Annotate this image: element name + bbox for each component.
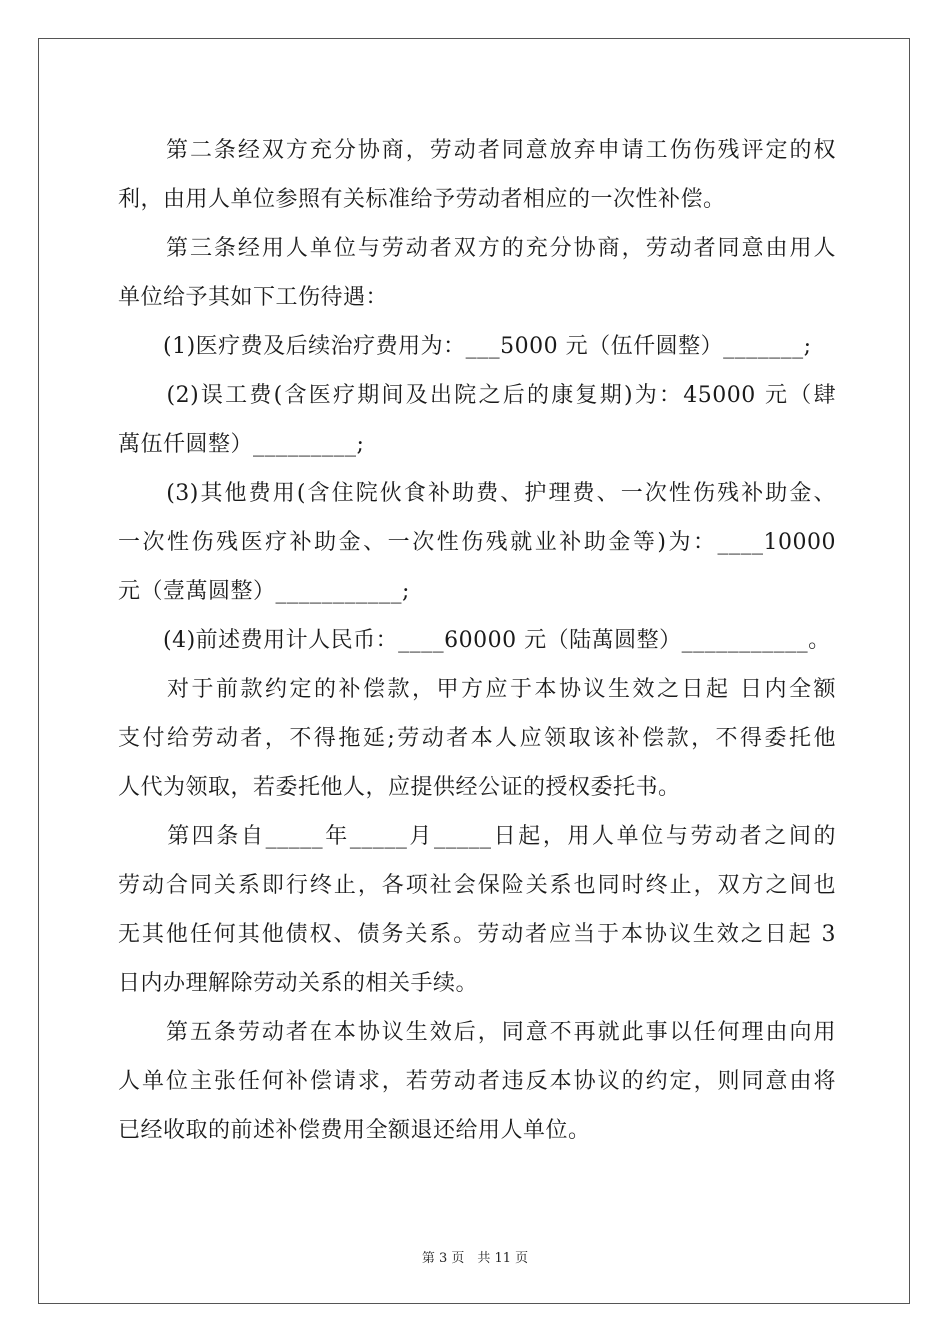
text-line: 人代为领取，若委托他人，应提供经公证的授权委托书。 [118, 775, 681, 800]
text-line: 第二条经双方充分协商，劳动者同意放弃申请工伤伤残评定的权 [118, 138, 836, 163]
text-line: 萬伍仟圆整）_________; [118, 432, 365, 457]
text-line: 已经收取的前述补偿费用全额退还给用人单位。 [118, 1118, 591, 1143]
text-line: 日内办理解除劳动关系的相关手续。 [118, 971, 479, 996]
text-line: (4)前述费用计人民币：____60000 元（陆萬圆整）___________。 [118, 628, 831, 653]
text-line: 劳动合同关系即行终止，各项社会保险关系也同时终止，双方之间也 [118, 873, 836, 898]
paragraph-item-3 [118, 469, 836, 616]
paragraph-article-4 [118, 812, 836, 1008]
text-line: 支付给劳动者，不得拖延;劳动者本人应领取该补偿款，不得委托他 [118, 726, 836, 751]
text-line: 利，由用人单位参照有关标准给予劳动者相应的一次性补偿。 [118, 187, 726, 212]
paragraph-item-4 [118, 616, 836, 665]
page-number-footer: 第 3 页 共 11 页 [421, 1251, 529, 1266]
text-line: 对于前款约定的补偿款，甲方应于本协议生效之日起 日内全额 [118, 677, 836, 702]
text-line: (2)误工费(含医疗期间及出院之后的康复期)为：45000 元（肆 [118, 383, 836, 408]
text-line: 第三条经用人单位与劳动者双方的充分协商，劳动者同意由用人 [118, 236, 836, 261]
paragraph-article-3 [118, 224, 836, 322]
text-line: (1)医疗费及后续治疗费用为：___5000 元（伍仟圆整）_______; [118, 334, 812, 359]
text-line: 无其他任何其他债权、债务关系。劳动者应当于本协议生效之日起 3 [118, 922, 836, 947]
paragraph-payment-terms [118, 665, 836, 812]
text-line: 元（壹萬圆整）___________; [118, 579, 410, 604]
text-line: 第五条劳动者在本协议生效后，同意不再就此事以任何理由向用 [118, 1020, 836, 1045]
paragraph-item-1 [118, 322, 836, 371]
document-body [118, 126, 836, 1155]
paragraph-item-2 [118, 371, 836, 469]
text-line: 人单位主张任何补偿请求，若劳动者违反本协议的约定，则同意由将 [118, 1069, 836, 1094]
text-line: 单位给予其如下工伤待遇： [118, 285, 389, 310]
paragraph-article-5 [118, 1008, 836, 1155]
text-line: (3)其他费用(含住院伙食补助费、护理费、一次性伤残补助金、 [118, 481, 836, 506]
text-line: 一次性伤残医疗补助金、一次性伤残就业补助金等)为：____10000 [118, 530, 836, 555]
text-line: 第四条自_____年_____月_____日起，用人单位与劳动者之间的 [118, 824, 836, 849]
paragraph-article-2 [118, 126, 836, 224]
